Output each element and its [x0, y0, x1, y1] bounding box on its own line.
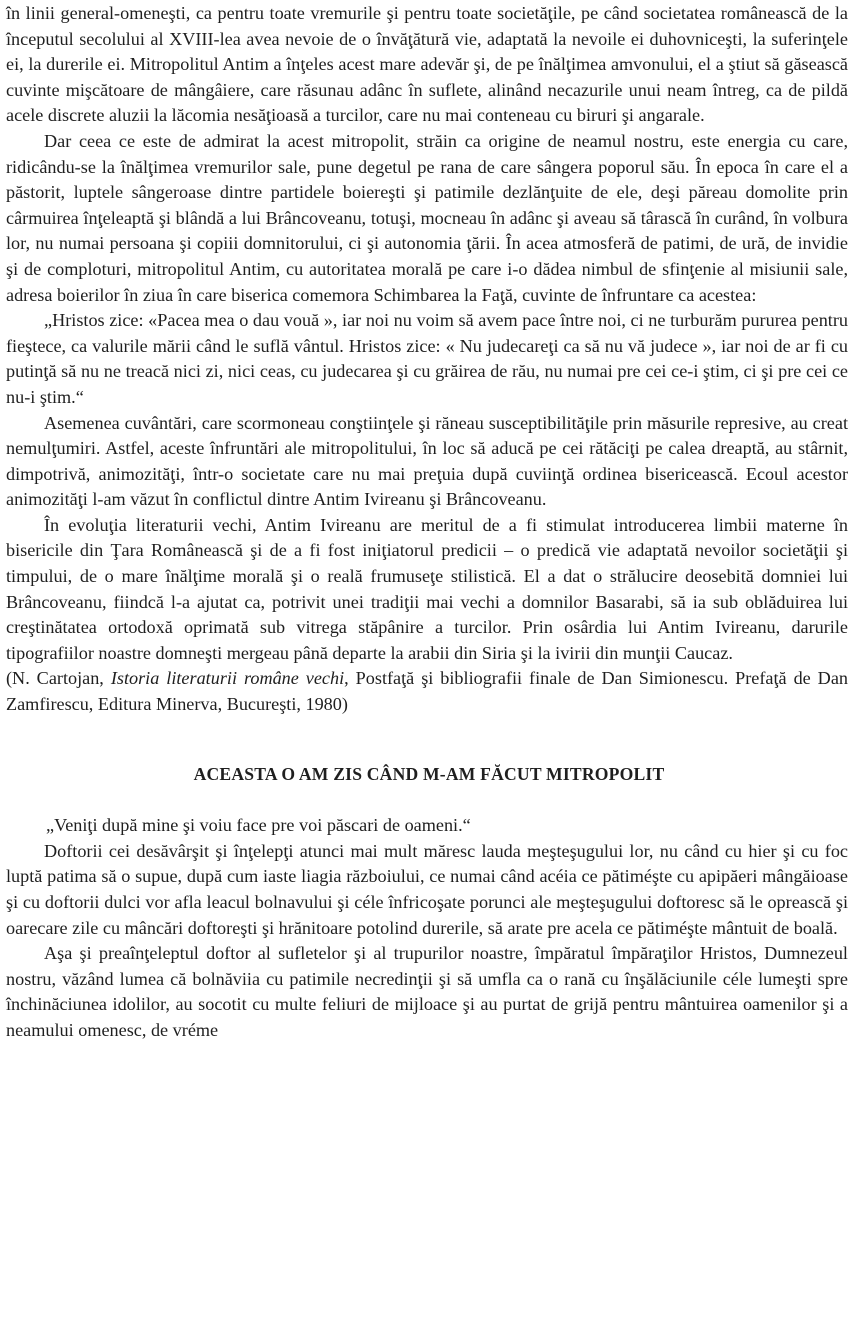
sermon-paragraph-2: Aşa şi preaînţeleptul doftor al sufletelor şi al trupurilor noastre, împăratul împăraţilor Hristos, Dumnezeul nostru, văzând lumea că bolnăviia cu patimile necredinţii şi să umfla ca o rană cu înşălăciunile céle lumeşti spre închinăciunea idolilor, au socotit cu multe feliuri de mijloace şi au purtat de grijă pentru mântuirea oamenilor şi a neamului omenesc, de vréme	[6, 943, 848, 1040]
article-paragraph-5: În evoluţia literaturii vechi, Antim Ivireanu are meritul de a fi stimulat introducerea limbii materne în bisericile din Ţara Românească şi de a fi fost iniţiatorul predicii – o predică vie adaptată nevoilor societăţii şi timpului, de o mare înălţime morală şi o reală frumuseţe stilistică. El a dat o strălucire deosebită domniei lui Brâncoveanu, fiindcă l-a ajutat ca, potrivit unei tradiţii mai vechi a domnilor Basarabi, să ia sub oblăduirea lui creştinătatea ortodoxă oprimată sub vitrega stăpânire a turcilor. Prin osârdia lui Antim Ivireanu, darurile tipografiilor noastre domneşti mergeau până departe la arabii din Siria şi la ivirii din munţii Caucaz.	[6, 514, 848, 663]
article-paragraph-2: Dar ceea ce este de admirat la acest mitropolit, străin ca origine de neamul nostru, este energia cu care, ridicându-se la înălţimea vremurilor sale, pune degetul pe rana de care sângera poporul său. În epoca în care el a păstorit, luptele sângeroase dintre partidele boiereşti şi patimile dezlănţuite de ele, deşi păreau domolite prin cârmuirea înţeleaptă şi blândă a lui Brâncoveanu, totuşi, mocneau în adânc şi aveau să târască în curând, în volbura lor, nu numai persoana şi copiii domnitorului, ci şi autonomia ţării. În acea atmosferă de patimi, de ură, de invidie şi de comploturi, mitropolitul Antim, cu autoritatea morală pe care i-o dădea nimbul de sfinţenie al misiunii sale, adresa boierilor în ziua în care biserica comemora Schimbarea la Faţă, cuvinte de înfruntare ca acestea:	[6, 130, 848, 305]
citation-book-title: Istoria literaturii române vechi	[110, 668, 345, 689]
sermon-section	[6, 762, 848, 1044]
document-page	[6, 0, 848, 1044]
article-quotation: „Hristos zice: «Pacea mea o dau vouă », iar noi nu voim să avem pace între noi, ci ne turburăm pururea pentru fieştece, ca valurile mării când le suflă vântul. Hristos zice: « Nu judecareţi ca să nu vă judece », iar noi de ar fi cu putinţă să nu ne treacă nici zi, nici ceas, cu judecarea şi cu grăirea de rău, nu numai pre cei ce-i ştim, ci şi pre cei ce nu-i ştim.“	[6, 310, 848, 407]
section-gap	[6, 718, 848, 762]
sermon-motto: „Veniţi după mine şi voiu face pre voi păscari de oameni.“	[46, 815, 471, 836]
sermon-heading: ACEASTA O AM ZIS CÂND M-AM FĂCUT MITROPOLIT	[193, 763, 665, 784]
article-paragraph-1: în linii general-omeneşti, ca pentru toate vremurile şi pentru toate societăţile, pe când societatea românească de la începutul secolului al XVIII-lea avea nevoie de o învăţătură vie, adaptată la nevoile ei duhovniceşti, la suferinţele ei, la durerile ei. Mitropolitul Antim a înţeles acest mare adevăr şi, de pe înălţimea amvonului, el a ştiut să găsească cuvinte mişcătoare de mângâiere, care răsunau adânc în suflete, alinând necazurile unui neam întreg, ca de pildă acele discrete aluzii la lăcomia nesăţioasă a turcilor, care nu mai conteneau cu biruri şi angarale.	[6, 3, 848, 126]
article-section	[6, 0, 848, 718]
citation-details: , Postfaţă şi bibliografii finale de Dan Simionescu. Prefaţă de Dan Zamfirescu, Editura Minerva, Bucureşti, 1980)	[6, 668, 848, 715]
citation-author: (N. Cartojan,	[6, 668, 111, 689]
bibliographic-citation	[6, 666, 848, 717]
article-paragraph-4: Asemenea cuvântări, care scormoneau conştiinţele şi răneau susceptibilităţile prin măsurile represive, au creat nemulţumiri. Astfel, aceste înfruntări ale mitropolitului, în loc să aducă pe cei rătăciţi pe calea dreaptă, au stârnit, dimpotrivă, animozităţi, într-o societate care nu mai preţuia după cuviinţă ordinea bisericească. Ecoul acestor animozităţi l-am văzut în conflictul dintre Antim Ivireanu şi Brâncoveanu.	[6, 412, 848, 510]
sermon-paragraph-1: Doftorii cei desăvârşit şi înţelepţi atunci mai mult măresc lauda meşteşugului lor, nu când cu hier şi cu foc luptă patima să o supue, după cum iaste liagia războiului, ce numai când acéia ce pătiméşte cu apipăeri mângăioase şi cu doftorii dulci vor afla leacul bolnavului şi céle înfricoşate porunci ale meşteşugului doftoresc să le oprească şi oarecare zile cu mâncări doftoreşti şi hrănitoare potolind durerile, să arate pre acela ce pătiméşte mântuit de boală.	[6, 840, 848, 938]
